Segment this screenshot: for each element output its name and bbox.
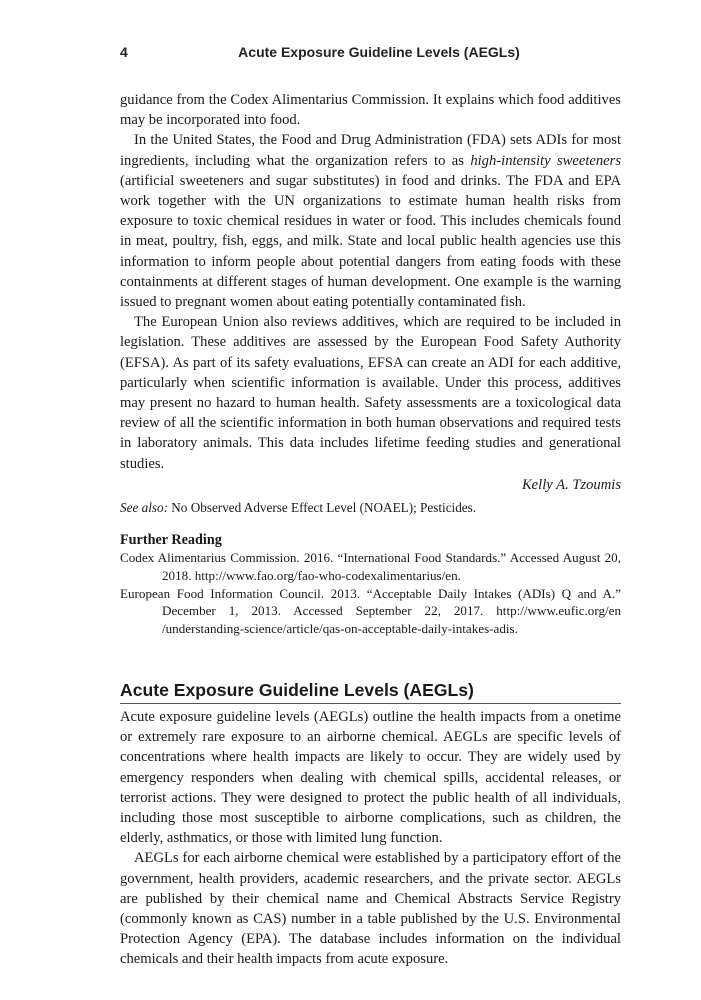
see-also-text: No Observed Adverse Effect Level (NOAEL); Pesticides. — [167, 500, 477, 516]
paragraph: The European Union also reviews additives, which are required to be included in legislation. These additives are assessed by the European Food Safety Authority (EFSA). As part of its safety evaluations, EFSA can create an ADI for each additive, particularly when scientific information is available. Under this process, additives may present no hazard to human health. Safety assessments are a toxicological data review of all the scientific information in both human observations and required tests in laboratory animals. This data includes lifetime feeding studies and generational studies. — [120, 314, 621, 472]
text-run: (artificial sweeteners and sugar substitutes) in food and drinks. The FDA and EPA work together with the UN organizations to estimate human health risks from exposure to toxic chemical residues in water or food. This includes chemicals found in meat, poultry, fish, eggs, and milk. State and local public health agencies use this information to inform people about potential dangers from eating foods with these containments at different stages of human development. One example is the warning issued to pregnant women about eating potentially contaminated fish. — [120, 172, 621, 311]
paragraph — [120, 130, 621, 312]
text-run: In the United States, the Food and Drug Administration (FDA) sets ADIs for most ingredients, including what the organization refers to as — [120, 132, 621, 169]
author-signature: Kelly A. Tzoumis — [521, 476, 621, 493]
further-reading-heading: Further Reading — [120, 532, 222, 549]
italic-term: high-intensity sweeteners — [470, 152, 622, 169]
see-also — [120, 499, 621, 517]
reference-item: Codex Alimentarius Commission. 2016. “International Food Standards.” Accessed August 20, 2018. http://www.fao.org/fao-who-codexalimentarius/en. — [120, 550, 621, 583]
entry-title: Acute Exposure Guideline Levels (AEGLs) — [120, 678, 621, 704]
see-also-label: See also: — [120, 500, 168, 516]
paragraph: AEGLs for each airborne chemical were established by a participatory effort of the government, health providers, academic researchers, and the private sector. AEGLs are published by their chemical name and Chemical Abstracts Service Registry (commonly known as CAS) number in a table published by the U.S. Environmental Protection Agency (EPA). The database includes information on the individual chemicals and their health impacts from acute exposure. — [120, 850, 621, 968]
reference-item: European Food Information Council. 2013. “Acceptable Daily Intakes (ADIs) Q and A.” December 1, 2013. Accessed September 22, 2017. http://www.eufic.org/en /understanding-science/article/qas-on-acceptable-daily-intakes-adis. — [120, 585, 621, 637]
page-number: 4 — [120, 44, 128, 60]
paragraph: Acute exposure guideline levels (AEGLs) outline the health impacts from a onetime or extremely rare exposure to an airborne chemical. AEGLs are specific levels of concentrations where health impacts are likely to occur. They are widely used by emergency responders when dealing with chemical spills, accidental releases, or terrorist actions. They were designed to protect the public health of all individuals, including those most susceptible to airborne complications, such as children, the elderly, asthmatics, or those with limited lung function. — [120, 709, 621, 847]
running-header — [120, 44, 620, 66]
page-body — [120, 90, 621, 970]
running-title: Acute Exposure Guideline Levels (AEGLs) — [238, 44, 520, 60]
paragraph: guidance from the Codex Alimentarius Commission. It explains which food additives may be incorporated into food. — [120, 92, 621, 129]
